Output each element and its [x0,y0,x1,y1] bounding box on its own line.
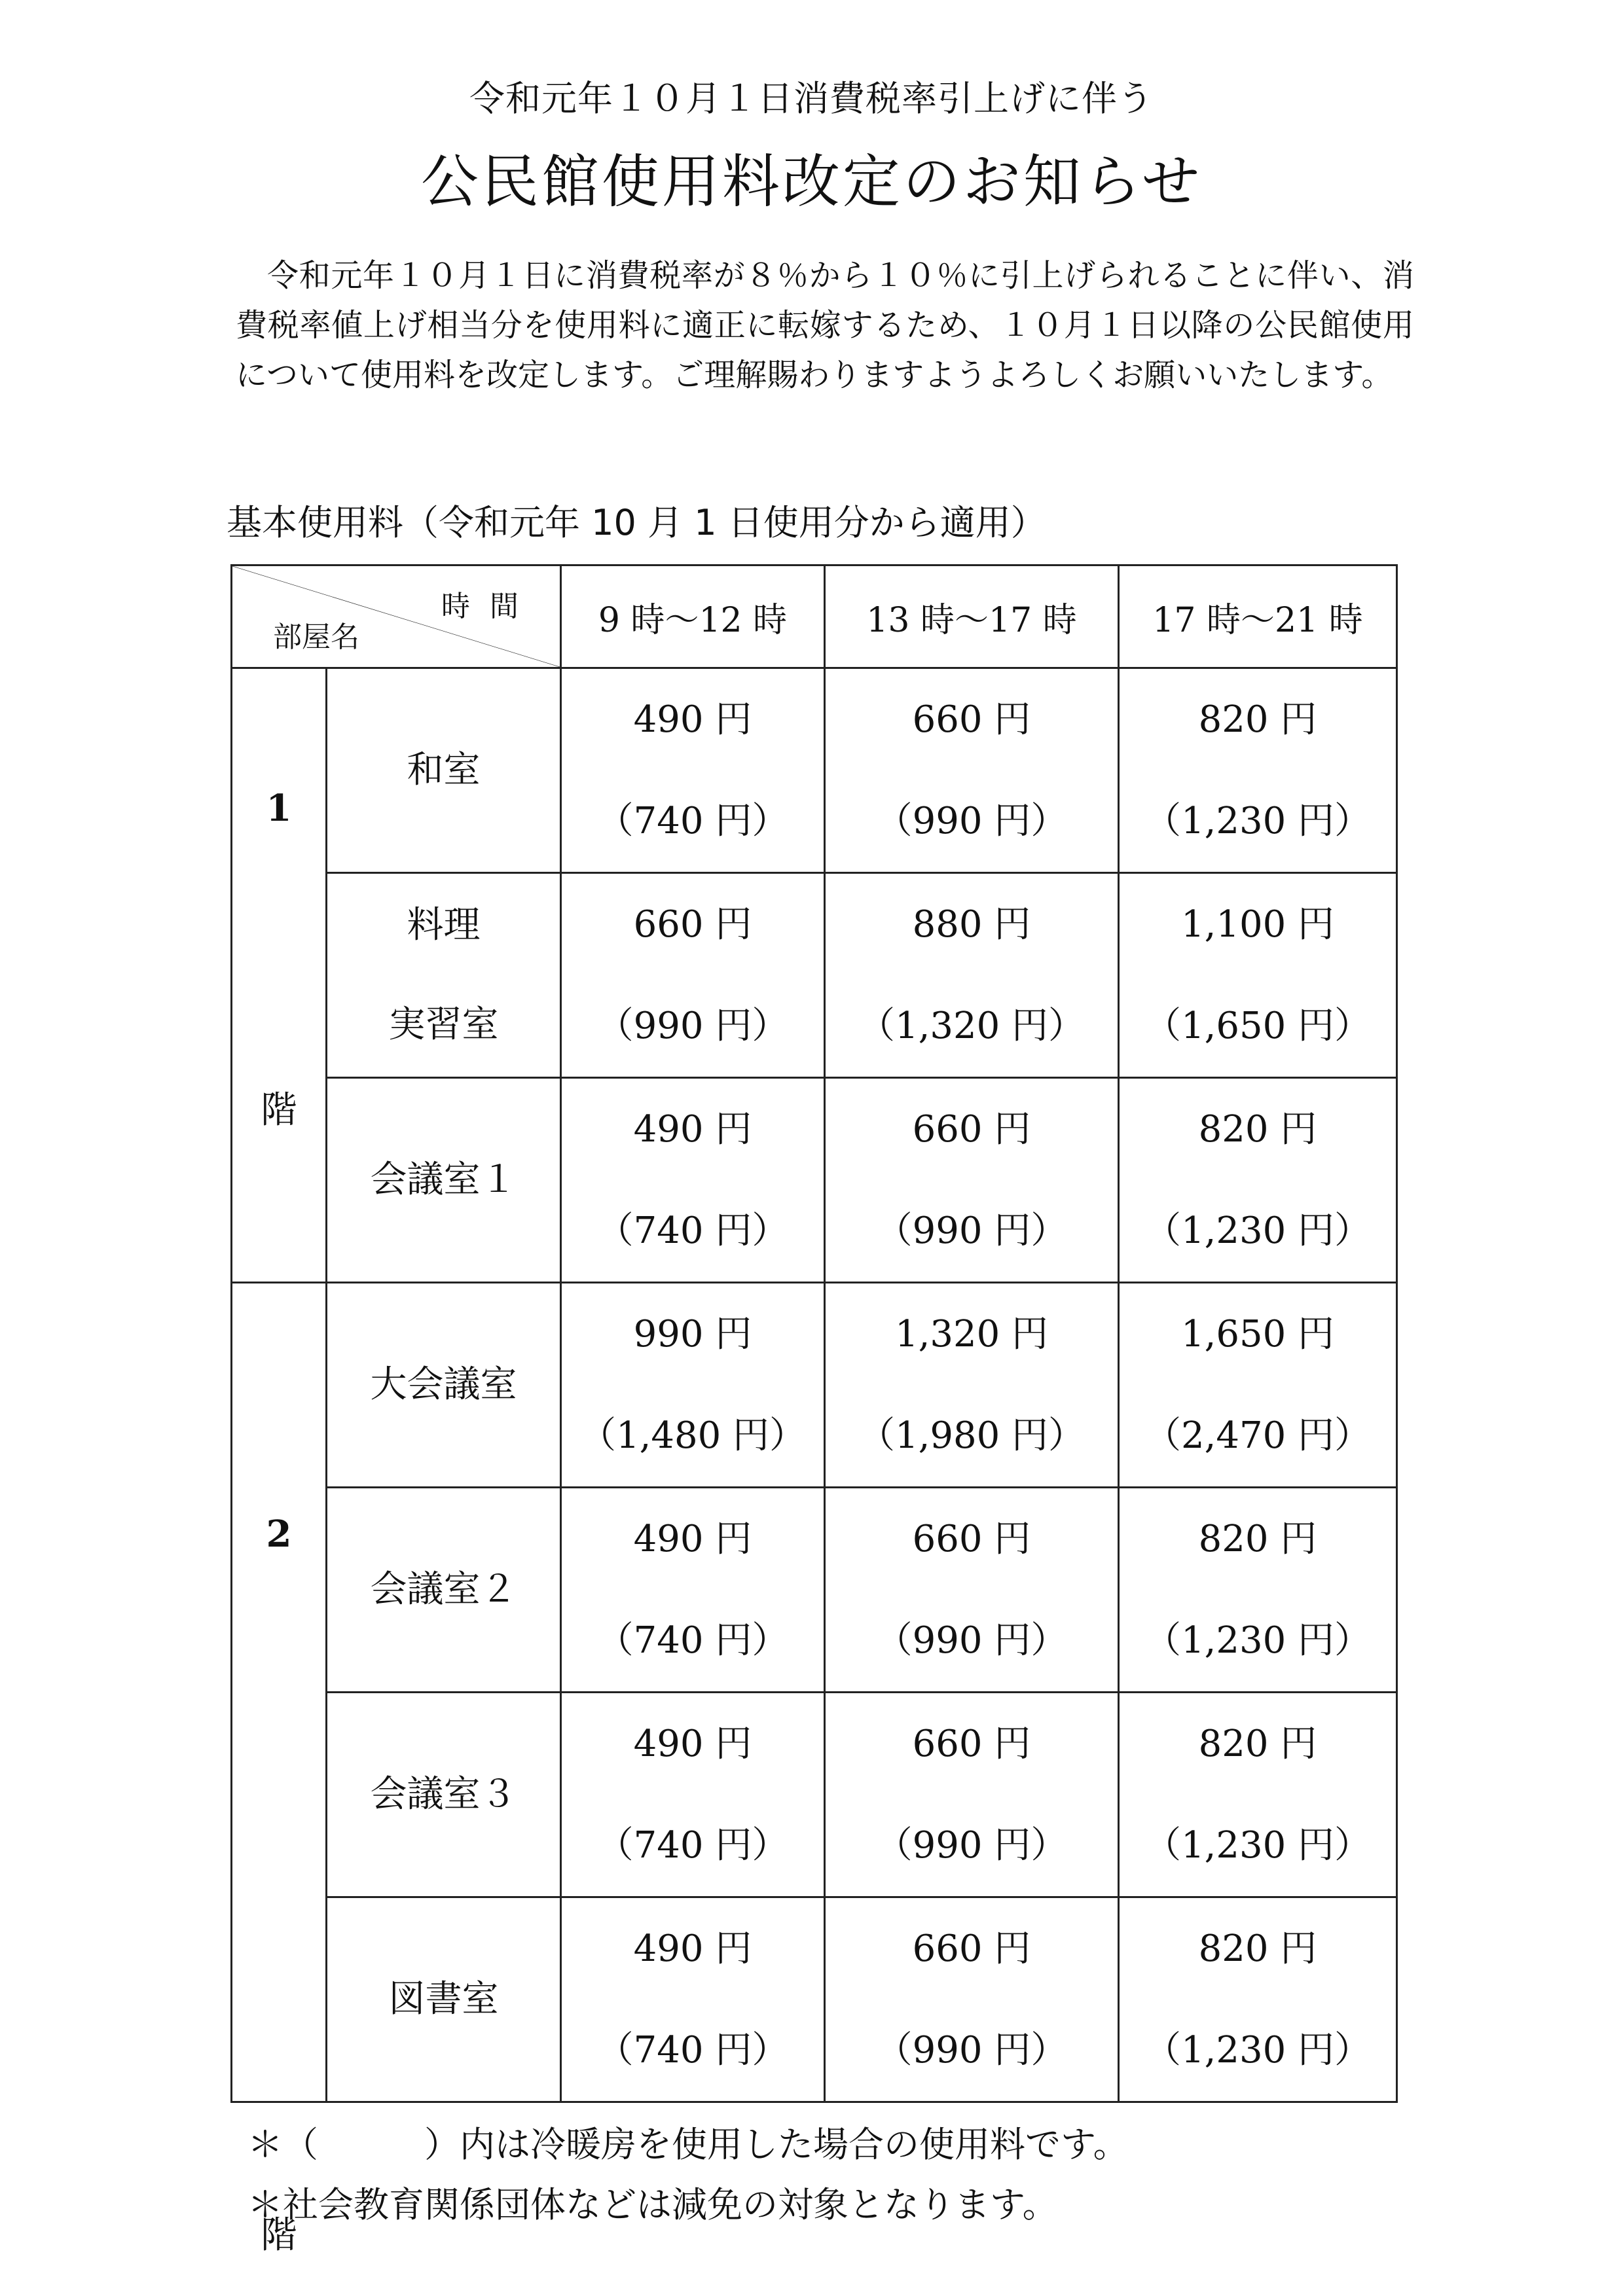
fee-with-aircon: （990 円） [875,2029,1068,2072]
fee-cell [825,873,1119,1078]
fee-cell [825,668,1119,873]
fee-with-aircon: （1,230 円） [1144,2029,1372,2072]
fee-base: 1,100 円 [1180,903,1335,946]
floor-cell [232,668,327,1283]
note-exemption: ＊社会教育関係団体などは減免の対象となります。 [247,2184,1058,2225]
room-name-cell [327,1488,561,1693]
room-name-line: 実習室 [388,1003,499,1046]
fee-base: 490 円 [633,698,752,741]
fee-with-aircon: （1,230 円） [1144,1619,1372,1662]
time-slot-header: 13 時～17 時 [825,565,1119,668]
room-name-line: 料理 [407,904,481,946]
fee-base: 820 円 [1198,1108,1317,1151]
fee-base: 820 円 [1198,1723,1317,1765]
fee-base: 660 円 [912,1723,1031,1765]
fee-base: 490 円 [633,1928,752,1970]
fee-base: 660 円 [912,1108,1031,1151]
room-name-line: 大会議室 [370,1363,517,1406]
fee-cell [561,668,825,873]
fee-with-aircon: （1,230 円） [1144,1210,1372,1252]
fee-with-aircon: （990 円） [875,1210,1068,1252]
fee-cell [561,873,825,1078]
fee-cell [825,1283,1119,1488]
table-row [232,1693,1397,1897]
room-name-cell [327,1283,561,1488]
fee-base: 820 円 [1198,698,1317,741]
fee-base: 660 円 [912,698,1031,741]
room-name-line: 和室 [407,749,481,791]
floor-number: 1 [266,787,292,830]
fee-with-aircon: （990 円） [875,1619,1068,1662]
fee-with-aircon: （990 円） [875,800,1068,842]
fee-base: 990 円 [633,1313,752,1355]
fee-base: 1,650 円 [1180,1313,1335,1355]
fee-cell [561,1897,825,2102]
fee-cell [825,1078,1119,1283]
fee-base: 490 円 [633,1723,752,1765]
intro-paragraph [236,251,1414,400]
fee-cell [1119,1488,1397,1693]
fee-base: 660 円 [912,1928,1031,1970]
table-header-row [232,565,1397,668]
time-slot-header: 17 時～21 時 [1119,565,1397,668]
fee-cell [1119,668,1397,873]
fee-cell [561,1693,825,1897]
fee-base: 820 円 [1198,1518,1317,1560]
fee-cell [825,1693,1119,1897]
fee-base: 880 円 [912,903,1031,946]
note-aircon: ＊（ ）内は冷暖房を使用した場合の使用料です。 [247,2124,1129,2165]
time-slot-header: 9 時～12 時 [561,565,825,668]
fee-with-aircon: （1,320 円） [858,1005,1085,1047]
table-row [232,873,1397,1078]
room-name-cell [327,873,561,1078]
fee-base: 660 円 [912,1518,1031,1560]
fee-with-aircon: （1,230 円） [1144,800,1372,842]
table-row [232,668,1397,873]
floor-kai: 階 [261,2214,297,2257]
table-row [232,1283,1397,1488]
fee-cell [825,1488,1119,1693]
fee-with-aircon: （2,470 円） [1144,1414,1372,1457]
room-name-line: 会議室３ [370,1773,517,1816]
corner-room-label: 部屋名 [273,620,359,654]
fee-base: 490 円 [633,1518,752,1560]
fee-with-aircon: （740 円） [596,2029,789,2072]
corner-time-label: 時 間 [441,590,524,623]
fee-base: 490 円 [633,1108,752,1151]
fee-with-aircon: （1,230 円） [1144,1824,1372,1867]
table-row [232,1078,1397,1283]
floor-number: 2 [266,1513,292,1556]
table-caption: 基本使用料（令和元年 10 月 1 日使用分から適用） [227,502,1046,543]
room-name-cell [327,1078,561,1283]
fee-with-aircon: （1,650 円） [1144,1005,1372,1047]
room-name-line: 会議室１ [370,1158,517,1201]
fee-with-aircon: （1,480 円） [579,1414,807,1457]
fee-with-aircon: （740 円） [596,1824,789,1867]
room-name-cell [327,1897,561,2102]
fee-with-aircon: （1,980 円） [858,1414,1085,1457]
fee-cell [825,1897,1119,2102]
corner-cell [232,565,561,668]
floor-cell [232,1283,327,2257]
notice-title: 公民館使用料改定のお知らせ [420,148,1203,215]
fee-base: 1,320 円 [894,1313,1049,1355]
room-name-line: 図書室 [388,1978,499,2020]
fee-cell [561,1078,825,1283]
fee-cell [1119,873,1397,1078]
intro-text: 令和元年１０月１日に消費税率が８％から１０％に引上げられることに伴い、消費税率値上げ相当分を使用料に適正に転嫁するため、１０月１日以降の公民館使用について使用料を改定します。ご理解賜わりますようよろしくお願いいたします。 [236,257,1414,393]
fee-with-aircon: （740 円） [596,1210,789,1252]
table-row [232,1897,1397,2102]
fee-with-aircon: （990 円） [596,1005,789,1047]
room-name-cell [327,1693,561,1897]
room-name-line: 会議室２ [370,1568,517,1611]
notice-subtitle: 令和元年１０月１日消費税率引上げに伴う [469,78,1154,119]
room-name-cell [327,668,561,873]
table-row [232,1488,1397,1693]
fee-cell [1119,1897,1397,2102]
fee-cell [1119,1283,1397,1488]
fee-cell [561,1283,825,1488]
fee-cell [1119,1078,1397,1283]
fee-base: 660 円 [633,903,752,946]
fee-with-aircon: （740 円） [596,1619,789,1662]
floor-kai: 階 [261,1089,297,1132]
fee-with-aircon: （990 円） [875,1824,1068,1867]
fee-cell [1119,1693,1397,1897]
fee-base: 820 円 [1198,1928,1317,1970]
fee-with-aircon: （740 円） [596,800,789,842]
fee-cell [561,1488,825,1693]
